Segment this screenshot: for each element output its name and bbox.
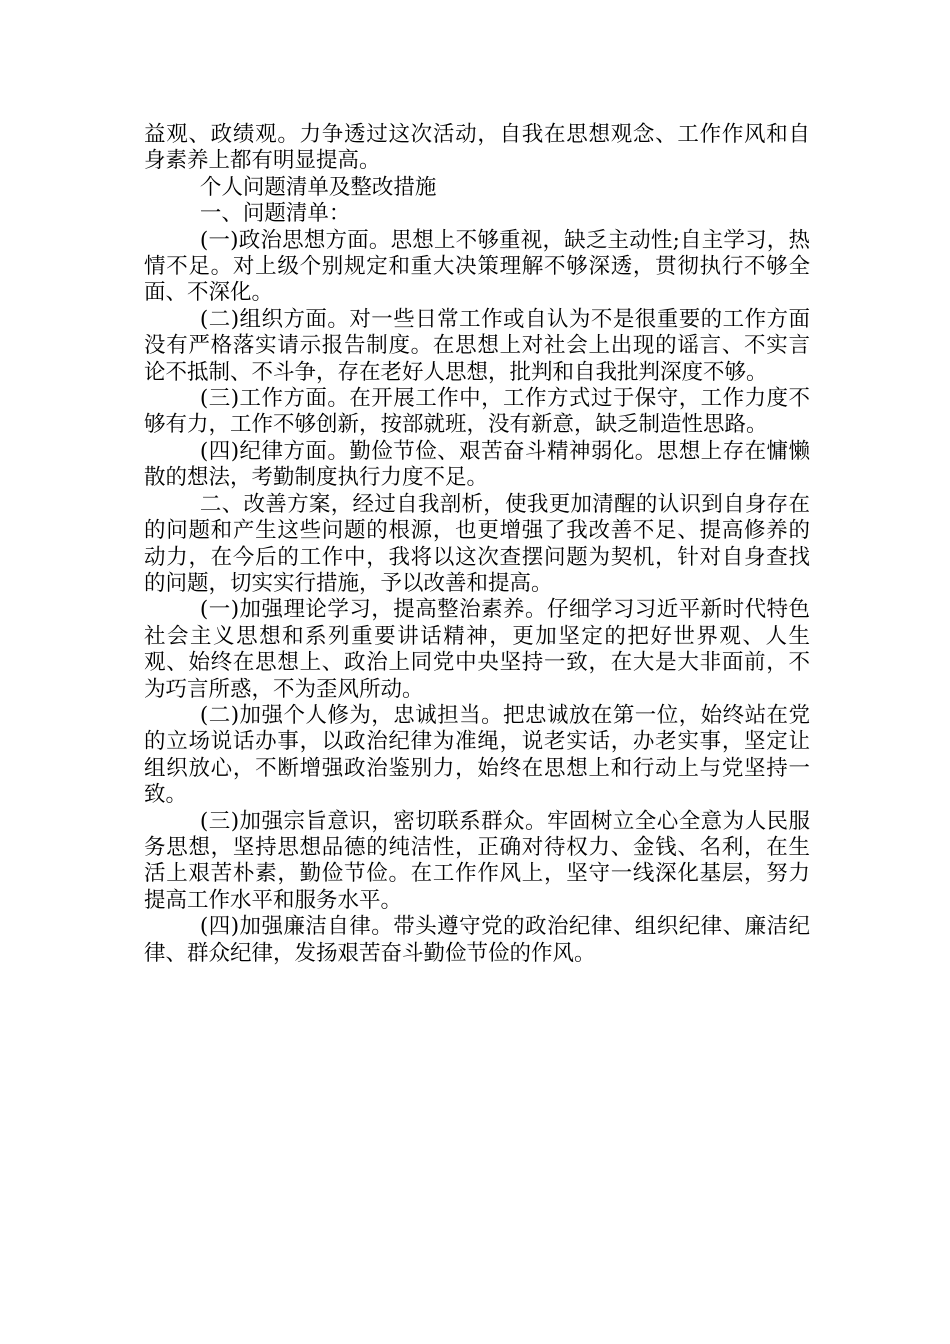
measure-item-masses: (三)加强宗旨意识，密切联系群众。牢固树立全心全意为人民服务思想，坚持思想品德的纯洁性，正确对待权力、金钱、名利，在生活上艰苦朴素，勤俭节俭。在工作作风上，坚守一线深化基层，努力提高工作水平和服务水平。	[144, 808, 810, 913]
heading-improvement-plan: 二、改善方案，经过自我剖析，使我更加清醒的认识到自身存在的问题和产生这些问题的根源，也更增强了我改善不足、提高修养的动力，在今后的工作中，我将以这次查摆问题为契机，针对自身查找的问题，切实实行措施，予以改善和提高。	[144, 491, 810, 596]
problem-item-political: (一)政治思想方面。思想上不够重视，缺乏主动性;自主学习，热情不足。对上级个别规定和重大决策理解不够深透，贯彻执行不够全面、不深化。	[144, 227, 810, 306]
heading-problem-list: 一、问题清单：	[199, 201, 351, 227]
measure-item-personal: (二)加强个人修为，忠诚担当。把忠诚放在第一位，始终站在党的立场说话办事，以政治纪律为准绳，说老实话，办老实事，坚定让组织放心，不断增强政治鉴别力，始终在思想上和行动上与党坚持一致。	[144, 702, 810, 808]
measure-item-integrity: (四)加强廉洁自律。带头遵守党的政治纪律、组织纪律、廉洁纪律、群众纪律，发扬艰苦奋斗勤俭节俭的作风。	[144, 914, 810, 966]
paragraph-continuation: 益观、政绩观。力争透过这次活动，自我在思想观念、工作作风和自身素养上都有明显提高。	[144, 122, 810, 174]
problem-item-organization: (二)组织方面。对一些日常工作或自认为不是很重要的工作方面没有严格落实请示报告制度。在思想上对社会上出现的谣言、不实言论不抵制、不斗争，存在老好人思想，批判和自我批判深度不够。	[144, 306, 810, 385]
problem-item-discipline: (四)纪律方面。勤俭节俭、艰苦奋斗精神弱化。思想上存在慵懒散的想法，考勤制度执行力度不足。	[144, 438, 810, 491]
measure-item-theory: (一)加强理论学习，提高整治素养。仔细学习习近平新时代特色社会主义思想和系列重要讲话精神，更加坚定的把好世界观、人生观、始终在思想上、政治上同党中央坚持一致，在大是大非面前，不为巧言所惑，不为歪风所动。	[144, 597, 810, 702]
problem-item-work: (三)工作方面。在开展工作中，工作方式过于保守，工作力度不够有力，工作不够创新，按部就班，没有新意，缺乏制造性思路。	[144, 386, 810, 438]
section-title: 个人问题清单及整改措施	[199, 174, 437, 200]
document-body	[144, 122, 810, 967]
